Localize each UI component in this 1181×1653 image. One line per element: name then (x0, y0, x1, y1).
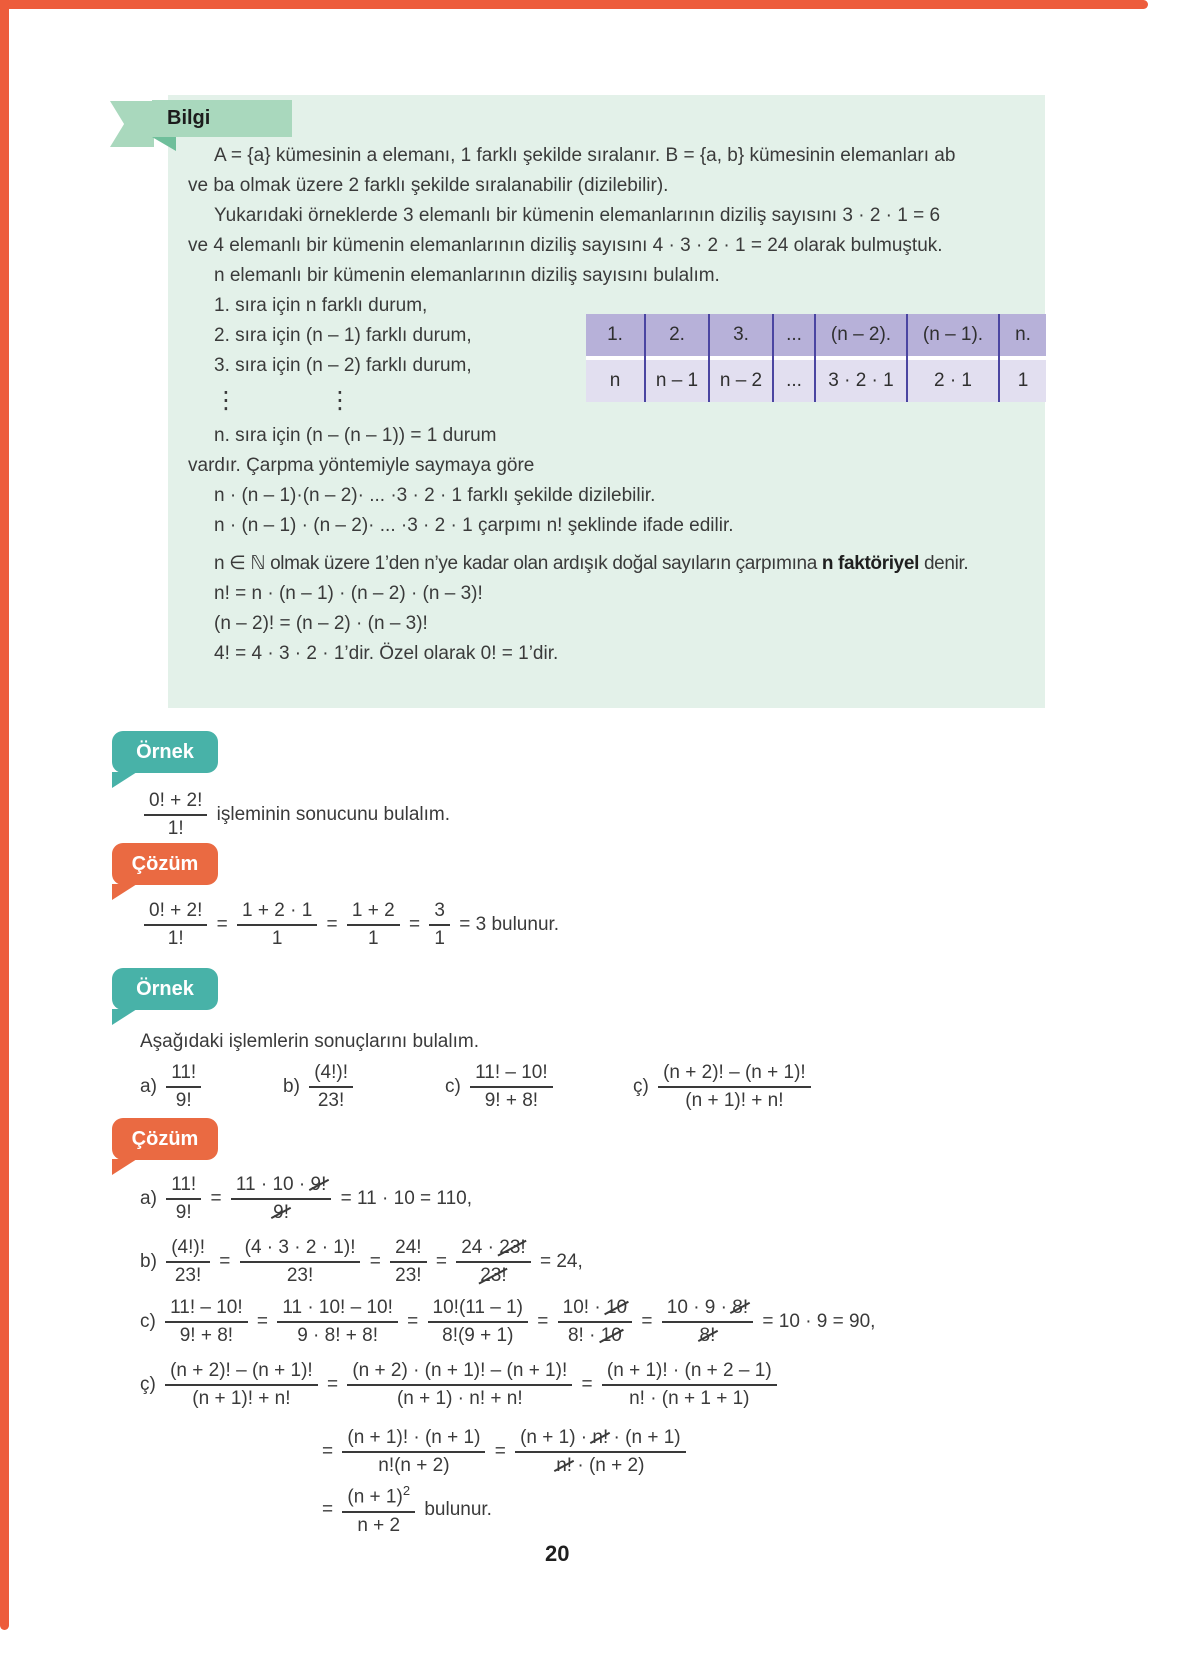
example-tab (112, 968, 218, 1010)
ribbon-fold (152, 137, 176, 151)
definition-term-bold: n faktöriyel (821, 553, 920, 574)
table-header-cell: (n – 2). (816, 314, 906, 356)
example-tab-label: Örnek (136, 977, 194, 1000)
fraction: $\frac{(n + 2)! - (n + 1)!}{(n + 1)! + n!}$ (165, 1360, 318, 1410)
solution-tab-label: Çözüm (131, 852, 199, 875)
table-header-cell: ... (774, 314, 814, 356)
example2-item-cc: ç) $\frac{(n + 2)! - (n + 1)!}{(n + 1)! + n!}$ (633, 1059, 815, 1115)
vertical-ellipsis-glyph: ⋮ (214, 387, 240, 414)
table-cell: n – 2 (710, 360, 772, 402)
info-list-item: n. sıra için (n – (n – 1)) = 1 durum (214, 425, 497, 446)
example2-item-a: a) $\frac{11!}{9!}$ (140, 1059, 205, 1115)
cancelled-term: 9! (273, 1202, 290, 1223)
solution-tab (112, 843, 218, 885)
fraction: $\frac{(n + 1) \cdot n! \cdot (n + 1)}{n! \cdot (n + 2)}$ (515, 1427, 686, 1477)
example2-item-b: b) $\frac{(4!)!}{23!}$ (283, 1059, 357, 1115)
info-formula-line: n! = n · (n – 1) · (n – 2) · (n – 3)! (214, 583, 483, 604)
solution2-line-c: c) $\frac{11! - 10!}{9! + 8!}$ = $\frac{11 \cdot 10! - 10!}{9 \cdot 8! + 8!}$ = $\frac{10!(11 - 1)}{8!(9 + 1)}$ = $\frac{10! \cdot 10}{8! \cdot 10}$ = $\frac{10 \cdot 9 \cdot 8!}{8!}$ = 10 · 9 = 90, (140, 1297, 876, 1346)
cancelled-term: 10 (600, 1325, 622, 1346)
fraction: $\frac{10! \cdot 10}{8! \cdot 10}$ (558, 1297, 632, 1347)
table-header-cell: n. (1000, 314, 1046, 356)
fraction: $\frac{10 \cdot 9 \cdot 8!}{8!}$ (662, 1297, 753, 1347)
table-column (814, 314, 906, 402)
info-paragraph: ve 4 elemanlı bir kümenin elemanlarının diziliş sayısını 4 · 3 · 2 · 1 = 24 olarak bulmuştuk. (188, 235, 943, 256)
fraction: $\frac{(4!)!}{23!}$ (309, 1062, 353, 1112)
fraction: $\frac{(n + 1)! \cdot (n + 1)}{n!(n + 2)}$ (342, 1427, 485, 1477)
info-formula-line: n · (n – 1) · (n – 2)· ... ·3 · 2 · 1 çarpımı n! şeklinde ifade edilir. (214, 515, 734, 536)
cancelled-term: 8! (699, 1325, 716, 1346)
example2-item-c: c) $\frac{11! - 10!}{9! + 8!}$ (445, 1059, 557, 1115)
table-column (906, 314, 998, 402)
ribbon-tail (110, 101, 154, 147)
fraction: $\frac{11! - 10!}{9! + 8!}$ (165, 1297, 248, 1347)
solution2-line-cc2: = $\frac{(n + 1)! \cdot (n + 1)}{n!(n + 2)}$ = $\frac{(n + 1) \cdot n! \cdot (n + 1)}{n! \cdot (n + 2)}$ (322, 1424, 690, 1480)
info-paragraph: vardır. Çarpma yöntemiyle saymaya göre (188, 455, 535, 476)
fraction: $\frac{1 + 2}{1}$ (347, 900, 400, 950)
example-tab-label: Örnek (136, 740, 194, 763)
example-tab (112, 731, 218, 773)
page-number: 20 (545, 1541, 570, 1566)
info-paragraph: ve ba olmak üzere 2 farklı şekilde sıralanabilir (dizilebilir). (188, 175, 669, 196)
table-cell: 2 · 1 (908, 360, 998, 402)
cancelled-term: n! (592, 1427, 609, 1448)
table-column (772, 314, 814, 402)
fraction: $\frac{(4 \cdot 3 \cdot 2 \cdot 1)!}{23!}$ (240, 1237, 361, 1287)
fraction: $\frac{11 \cdot 10! - 10!}{9 \cdot 8! + 8!}$ (277, 1297, 398, 1347)
info-list-item: 1. sıra için n farklı durum, (214, 295, 428, 316)
info-title: Bilgi (167, 107, 211, 129)
solution2-line-b: b) $\frac{(4!)!}{23!}$ = $\frac{(4 \cdot 3 \cdot 2 \cdot 1)!}{23!}$ = $\frac{24!}{23!}$ = $\frac{24 \cdot 23!}{23!}$ = 24, (140, 1237, 583, 1286)
solution2-line-a: a) $\frac{11!}{9!}$ = $\frac{11 \cdot 10 \cdot 9!}{9!}$ = 11 · 10 = 110, (140, 1174, 472, 1223)
vertical-ellipsis-glyph: ⋮ (328, 387, 354, 414)
fraction: $\frac{11!}{9!}$ (166, 1174, 201, 1224)
solution-tab (112, 1118, 218, 1160)
info-list-item: 3. sıra için (n – 2) farklı durum, (214, 355, 472, 376)
table-column (998, 314, 1046, 402)
fraction: $\frac{11 \cdot 10 \cdot 9!}{9!}$ (231, 1174, 332, 1224)
table-header-cell: (n – 1). (908, 314, 998, 356)
info-paragraph: Yukarıdaki örneklerde 3 elemanlı bir kümenin elemanlarının diziliş sayısını 3 · 2 · 1 = 6 (214, 205, 941, 226)
info-list-item: 2. sıra için (n – 1) farklı durum, (214, 325, 472, 346)
table-cell: n – 1 (646, 360, 708, 402)
cancelled-term: 8! (732, 1297, 749, 1318)
fraction: $\frac{11!}{9!}$ (166, 1062, 201, 1112)
factorial-definition (214, 549, 1025, 579)
table-cell: ... (774, 360, 814, 402)
solution2-line-cc3: = $\frac{(n + 1)^2}{n + 2}$ bulunur. (322, 1483, 492, 1536)
table-header-cell: 1. (586, 314, 644, 356)
cancelled-term: 9! (310, 1174, 327, 1195)
fraction: $\frac{0! + 2!}{1!}$ (144, 900, 207, 950)
table-column (644, 314, 708, 402)
fraction: $\frac{(n + 1)^2}{n + 2}$ (342, 1483, 415, 1536)
solution-tab-label: Çözüm (131, 1127, 199, 1150)
definition-text: denir. (919, 553, 969, 574)
fraction: $\frac{(4!)!}{23!}$ (166, 1237, 210, 1287)
table-column (586, 314, 644, 402)
table-cell: n (586, 360, 644, 402)
fraction: $\frac{0! + 2!}{1!}$ (144, 790, 207, 840)
table-cell: 1 (1000, 360, 1046, 402)
cancelled-term: 23! (480, 1265, 507, 1286)
table-column (708, 314, 772, 402)
fraction: $\frac{(n + 2)! - (n + 1)!}{(n + 1)! + n!}$ (658, 1062, 811, 1112)
cancelled-term: 10 (605, 1297, 628, 1318)
info-formula-line: n · (n – 1)·(n – 2)· ... ·3 · 2 · 1 farklı şekilde dizilebilir. (214, 485, 656, 506)
example2-intro: Aşağıdaki işlemlerin sonuçlarını bulalım. (140, 1031, 479, 1052)
fraction: $\frac{(n + 1)! \cdot (n + 2 - 1)}{n! \cdot (n + 1 + 1)}$ (602, 1360, 777, 1410)
example1-statement: $\frac{0! + 2!}{1!}$ işleminin sonucunu bulalım. (140, 787, 450, 843)
fraction: $\frac{1 + 2 \cdot 1}{1}$ (237, 900, 317, 950)
table-cell: 3 · 2 · 1 (816, 360, 906, 402)
fraction: $\frac{10!(11 - 1)}{8!(9 + 1)}$ (428, 1297, 528, 1347)
info-formula-line: (n – 2)! = (n – 2) · (n – 3)! (214, 613, 428, 634)
cancelled-term: n! (556, 1455, 573, 1476)
fraction: $\frac{24 \cdot 23!}{23!}$ (456, 1237, 530, 1287)
cancelled-term: 23! (499, 1237, 526, 1258)
table-header-cell: 2. (646, 314, 708, 356)
fraction: $\frac{11! - 10!}{9! + 8!}$ (470, 1062, 553, 1112)
fraction: $\frac{3}{1}$ (429, 900, 450, 950)
table-header-cell: 3. (710, 314, 772, 356)
page-frame-top (0, 0, 1148, 9)
info-paragraph: A = {a} kümesinin a elemanı, 1 farklı şekilde sıralanır. B = {a, b} kümesinin elemanları ab (214, 145, 956, 166)
solution1-line: $\frac{0! + 2!}{1!}$ = $\frac{1 + 2 \cdot 1}{1}$ = $\frac{1 + 2}{1}$ = $\frac{3}{1}$ = 3 bulunur. (140, 897, 559, 953)
definition-text: n ∈ ℕ olmak üzere 1’den n’ye kadar olan ardışık doğal sayıların çarpımına (214, 553, 822, 574)
solution2-line-cc1: ç) $\frac{(n + 2)! - (n + 1)!}{(n + 1)! + n!}$ = $\frac{(n + 2) \cdot (n + 1)! - (n + 1)!}{(n + 1) \cdot n! + n!}$ = $\frac{(n + 1)! \cdot (n + 2 - 1)}{n! \cdot (n + 1 + 1)}$ (140, 1357, 781, 1413)
info-formula-line: 4! = 4 · 3 · 2 · 1’dir. Özel olarak 0! = 1’dir. (214, 643, 559, 664)
page-frame-left (0, 0, 9, 1630)
fraction: $\frac{(n + 2) \cdot (n + 1)! - (n + 1)!}{(n + 1) \cdot n! + n!}$ (347, 1360, 572, 1410)
info-paragraph: n elemanlı bir kümenin elemanlarının diziliş sayısını bulalım. (214, 265, 720, 286)
sequence-table (586, 314, 1046, 402)
info-ribbon (152, 100, 292, 137)
fraction: $\frac{24!}{23!}$ (390, 1237, 426, 1287)
